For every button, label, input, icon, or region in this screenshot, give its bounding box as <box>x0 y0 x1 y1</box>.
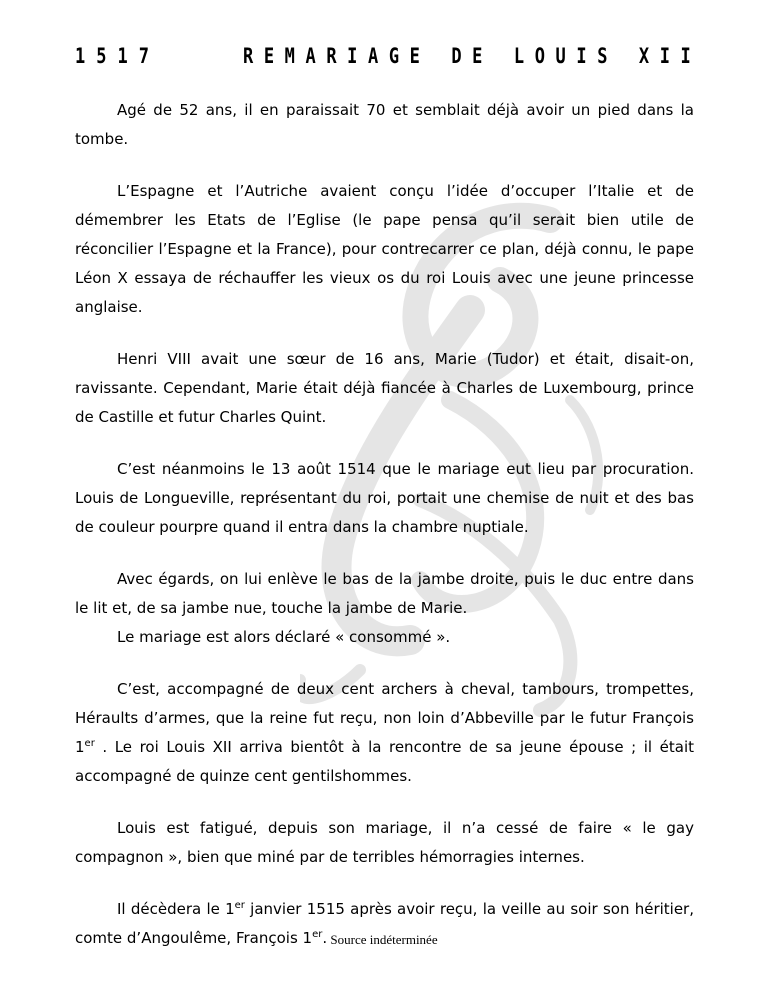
superscript: er <box>234 900 245 911</box>
source-footer: Source indéterminée <box>330 932 438 947</box>
paragraph <box>75 675 694 791</box>
paragraph: C’est néanmoins le 13 août 1514 que le mariage eut lieu par procuration. Louis de Longueville, représentant du roi, portait une chemise de nuit et des bas de couleur pourpre quand il entra dans la chambre nuptiale. <box>75 460 694 536</box>
paragraph: Agé de 52 ans, il en paraissait 70 et semblait déjà avoir un pied dans la tombe. <box>75 101 694 148</box>
paragraph-text: . Le roi Louis XII arriva bientôt à la rencontre de sa jeune épouse ; il était accompagné de quinze cent gentilshommes. <box>75 738 694 785</box>
header-title: REMARIAGE DE LOUIS XII <box>243 44 702 69</box>
superscript: er <box>84 738 95 749</box>
paragraph: L’Espagne et l’Autriche avaient conçu l’idée d’occuper l’Italie et de démembrer les Etats de l’Eglise (le pape pensa qu’il serait bien utile de réconcilier l’Espagne et la France), pour contrecarrer ce plan, déjà connu, le pape Léon X essaya de réchauffer les vieux os du roi Louis avec une jeune princesse anglaise. <box>75 182 694 316</box>
paragraph: Avec égards, on lui enlève le bas de la jambe droite, puis le duc entre dans le lit et, de sa jambe nue, touche la jambe de Marie. <box>75 570 694 617</box>
superscript: er <box>312 929 323 940</box>
paragraph-text: . <box>322 929 328 947</box>
paragraph: Louis est fatigué, depuis son mariage, il n’a cessé de faire « le gay compagnon », bien que miné par de terribles hémorragies internes. <box>75 819 694 866</box>
paragraph-text: janvier 1515 après avoir reçu, la veille au soir son héritier, comte d’Angoulême, François 1 <box>75 900 694 947</box>
document-body <box>75 96 694 976</box>
paragraph-text: C’est, accompagné de deux cent archers à cheval, tambours, trompettes, Héraults d’armes, que la reine fut reçu, non loin d’Abbeville par le futur François 1 <box>75 680 694 756</box>
paragraph: Le mariage est alors déclaré « consommé ». <box>117 628 451 646</box>
paragraph-text: Il décèdera le 1 <box>117 900 235 918</box>
page-header <box>75 44 702 74</box>
paragraph: Henri VIII avait une sœur de 16 ans, Marie (Tudor) et était, disait-on, ravissante. Cependant, Marie était déjà fiancée à Charles de Luxembourg, prince de Castille et futur Charles Quint. <box>75 350 694 426</box>
header-year: 1517 <box>75 44 160 69</box>
